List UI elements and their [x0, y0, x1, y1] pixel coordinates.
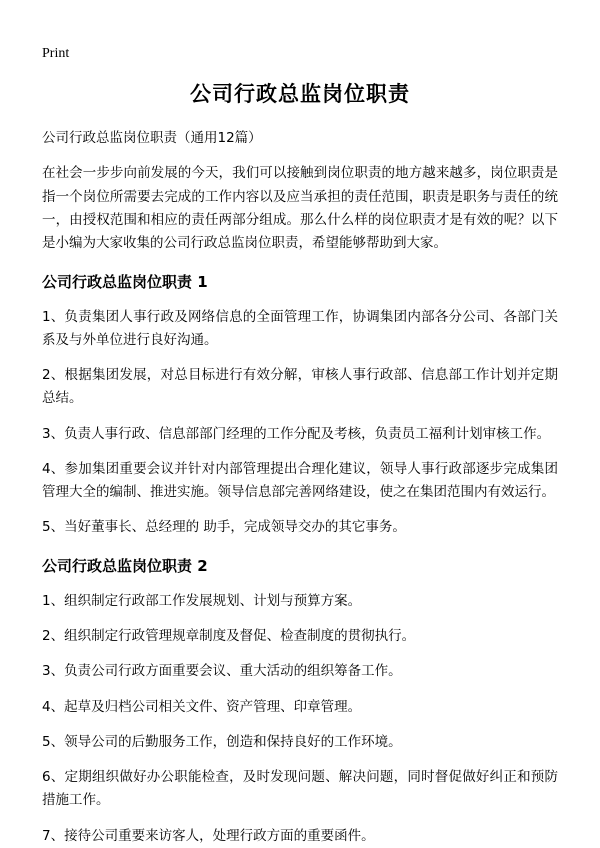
list-item: 4、参加集团重要会议并针对内部管理提出合理化建议，领导人事行政部逐步完成集团管理大全的编制、推进实施。领导信息部完善网络建设，使之在集团范围内有效运行。 [42, 460, 558, 501]
list-item: 3、负责公司行政方面重要会议、重大活动的组织筹备工作。 [42, 663, 402, 680]
list-item: 7、接待公司重要来访客人，处理行政方面的重要函件。 [42, 827, 375, 844]
list-item: 3、负责人事行政、信息部部门经理的工作分配及考核，负责员工福利计划审核工作。 [42, 425, 551, 442]
list-item: 2、根据集团发展，对总目标进行有效分解，审核人事行政部、信息部工作计划并定期总结。 [42, 367, 558, 407]
list-item: 1、组织制定行政部工作发展规划、计划与预算方案。 [42, 592, 362, 609]
list-item: 4、起草及归档公司相关文件、资产管理、印章管理。 [42, 698, 362, 715]
list-item: 2、组织制定行政管理规章制度及督促、检查制度的贯彻执行。 [42, 628, 416, 645]
list-item: 5、当好董事长、总经理的 助手，完成领导交办的其它事务。 [42, 519, 406, 536]
list-item: 6、定期组织做好办公职能检查，及时发现问题、解决问题，同时督促做好纠正和预防措施工作。 [42, 769, 558, 809]
document-subtitle: 公司行政总监岗位职责（通用12篇） [42, 130, 262, 147]
section-heading: 公司行政总监岗位职责 2 [42, 557, 208, 576]
list-item: 5、领导公司的后勤服务工作，创造和保持良好的工作环境。 [42, 733, 402, 750]
print-button[interactable]: Print [42, 46, 70, 61]
section-heading: 公司行政总监岗位职责 1 [42, 273, 208, 292]
intro-paragraph: 在社会一步步向前发展的今天，我们可以接触到岗位职责的地方越来越多，岗位职责是指一个岗位所需要去完成的工作内容以及应当承担的责任范围，职责是职务与责任的统一，由授权范围和相应的责任两部分组成。那么什么样的岗位职责才是有效的呢？以下是小编为大家收集的公司行政总监岗位职责，希望能够帮助到大家。 [42, 165, 558, 251]
page-title: 公司行政总监岗位职责 [190, 81, 410, 106]
list-item: 1、负责集团人事行政及网络信息的全面管理工作，协调集团内部各分公司、各部门关系及与外单位进行良好沟通。 [42, 308, 558, 348]
